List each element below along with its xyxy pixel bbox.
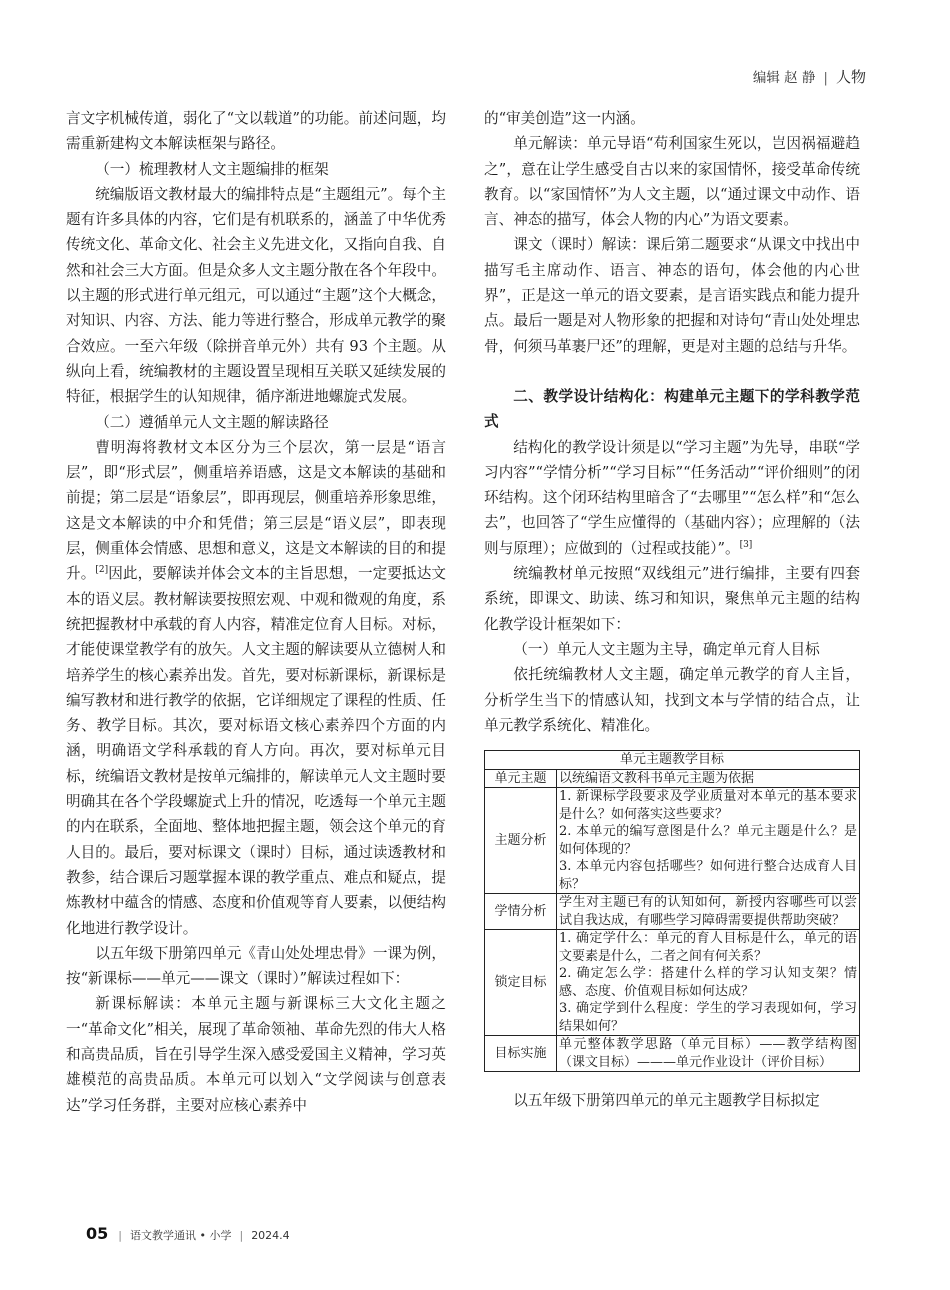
- table-row: [485, 788, 860, 894]
- row-label: 主题分析: [485, 788, 557, 894]
- paragraph: 以五年级下册第四单元的单元主题教学目标拟定: [513, 1092, 820, 1110]
- table-row: [485, 1036, 860, 1072]
- table-row: [485, 894, 860, 930]
- left-column: [66, 106, 446, 1118]
- journal-name: 语文教学通讯 • 小学: [129, 1229, 232, 1242]
- paragraph: 课文（课时）解读：课后第二题要求“从课文中找出中描写毛主席动作、语言、神态的语句，体会他的内心世界”，正是这一单元的语文要素，是言语实践点和能力提升点。最后一题是对人物形象的把握和对诗句“青山处处埋忠骨，何须马革裹尸还”的理解，更是对主题的总结与升华。: [484, 236, 860, 355]
- table-row: [485, 930, 860, 1036]
- cell-line: 1. 新课标学段要求及学业质量对本单元的基本要求是什么？如何落实这些要求？: [559, 789, 857, 822]
- paragraph: 新课标解读：本单元主题与新课标三大文化主题之一“革命文化”相关，展现了革命领袖、革命先烈的伟大人格和高贵品质，旨在引导学生深入感受爱国主义精神，学习英雄模范的高贵品质。本单元可以划入“文学阅读与创意表达”学习任务群，主要对应核心素养中: [66, 995, 446, 1114]
- cell-line: 单元整体教学思路（单元目标）——教学结构图（课文目标）———单元作业设计（评价目标）: [559, 1037, 857, 1070]
- paragraph: 的“审美创造”这一内涵。: [484, 110, 645, 127]
- subheading: （二）遵循单元人文主题的解读路径: [95, 413, 329, 431]
- table-row: [485, 769, 860, 788]
- paragraph: [66, 435, 446, 941]
- paragraph: 言文字机械传道，弱化了“文以载道”的功能。前述问题，均需重新建构文本解读框架与路径。: [66, 110, 446, 153]
- cell-line: 2. 确定怎么学：搭建什么样的学习认知支架？情感、态度、价值观目标如何达成？: [559, 966, 857, 999]
- cell-line: 以统编语文教科书单元主题为依据: [559, 770, 755, 786]
- paragraph: 统编版语文教材最大的编排特点是“主题组元”。每个主题有许多具体的内容，它们是有机联系的，涵盖了中华优秀传统文化、革命文化、社会主义先进文化，又指向自我、自然和社会三大方面。但是众多人文主题分散在各个年段中。以主题的形式进行单元组元，可以通过“主题”这个大概念，对知识、内容、方法、能力等进行整合，形成单元教学的聚合效应。一至六年级（除拼音单元外）共有 93 个主题。从纵向上看，统编教材的主题设置呈现相互关联又延续发展的特征，根据学生的认知规律，循序渐进地螺旋式发展。: [66, 185, 446, 406]
- editor-credit: 编辑 赵 静: [752, 70, 816, 86]
- goals-table: [484, 750, 860, 1072]
- paragraph-text: 因此，要解读并体会文本的主旨思想，一定要抵达文本的语义层。教材解读要按照宏观、中观和微观的角度，系统把握教材中承载的育人内容，精准定位育人目标。对标，才能使课堂教学有的放矢。人文主题的解读要从立德树人和培养学生的核心素养出发。首先，要对标新课标，新课标是编写教材和进行教学的依据，它详细规定了课程的性质、任务、教学目标。其次，要对标语文核心素养四个方面的内涵，明确语文学科承载的育人方向。再次，要对标单元目标，统编语文教材是按单元编排的，解读单元人文主题时要明确其在各个学段螺旋式上升的情况，吃透每一个单元主题的内在联系，全面地、整体地把握主题，领会这个单元的育人目的。最后，要对标课文（课时）目标，通过读透教材和教参，结合课后习题掌握本课的教学重点、难点和疑点，提炼教材中蕴含的情感、态度和价值观等育人要素，以便结构化地进行教学设计。: [66, 565, 446, 937]
- cell-line: 3. 确定学到什么程度：学生的学习表现如何，学习结果如何？: [559, 1001, 857, 1034]
- row-content: [557, 1036, 860, 1072]
- issue-number: 2024.4: [251, 1229, 290, 1242]
- row-content: [557, 788, 860, 894]
- table-caption: 单元主题教学目标: [485, 751, 860, 770]
- paragraph: 单元解读：单元导语“苟利国家生死以，岂因祸福避趋之”，意在让学生感受自古以来的家国情怀，接受革命传统教育。以“家国情怀”为人文主题，以“通过课文中动作、语言、神态的描写，体会人物的内心”为语文要素。: [484, 135, 860, 229]
- subheading: （一）梳理教材人文主题编排的框架: [95, 160, 329, 178]
- row-content: [557, 894, 860, 930]
- paragraph-text: 结构化的教学设计须是以“学习主题”为先导，串联“学习内容”“学情分析”“学习目标”“任务活动”“评价细则”的闭环结构。这个闭环结构里暗含了“去哪里”“怎么样”和“怎么去”，也回答了“学生应懂得的（基础内容）；应理解的（法则与原理）；应做到的（过程或技能）”。: [484, 438, 860, 557]
- subheading: （一）单元人文主题为主导，确定单元育人目标: [513, 640, 820, 658]
- cell-line: 3. 本单元内容包括哪些？如何进行整合达成育人目标？: [559, 859, 857, 892]
- paragraph: 统编教材单元按照“双线组元”进行编排，主要有四套系统，即课文、助读、练习和知识，聚焦单元主题的结构化教学设计框架如下：: [484, 565, 860, 633]
- row-label: 目标实施: [485, 1036, 557, 1072]
- row-label: 学情分析: [485, 894, 557, 930]
- row-content: [557, 930, 860, 1036]
- paragraph-text: 曹明海将教材文本区分为三个层次，第一层是“语言层”，即“形式层”，侧重培养语感，这是文本解读的基础和前提；第二层是“语象层”，即再现层，侧重培养形象思维，这是文本解读的中介和凭借；第三层是“语义层”，即表现层，侧重体会情感、思想和意义，这是文本解读的目的和提升。: [66, 438, 446, 583]
- right-column: [484, 106, 860, 1113]
- citation-ref: [2]: [95, 565, 109, 576]
- page-number: 05: [86, 1224, 109, 1243]
- row-content: [557, 769, 860, 788]
- section-name: 人物: [835, 68, 866, 86]
- paragraph: 以五年级下册第四单元《青山处处埋忠骨》一课为例，按“新课标——单元——课文（课时）”解读过程如下：: [66, 944, 446, 988]
- running-head: 编辑 赵 静 | 人物: [752, 68, 866, 86]
- paragraph: [484, 435, 860, 561]
- cell-line: 1. 确定学什么：单元的育人目标是什么，单元的语文要素是什么，二者之间有何关系？: [559, 931, 857, 964]
- cell-line: 2. 本单元的编写意图是什么？单元主题是什么？是如何体现的？: [559, 824, 857, 857]
- table-caption-row: [485, 751, 860, 770]
- citation-ref: [3]: [739, 539, 753, 550]
- section-heading: 二、教学设计结构化：构建单元主题下的学科教学范式: [484, 387, 860, 431]
- paragraph: 依托统编教材人文主题，确定单元教学的育人主旨，分析学生当下的情感认知，找到文本与学情的结合点，让单元教学系统化、精准化。: [484, 666, 860, 734]
- row-label: 单元主题: [485, 769, 557, 788]
- page-footer: 05 | 语文教学通讯 • 小学 | 2024.4: [86, 1224, 290, 1243]
- row-label: 锁定目标: [485, 930, 557, 1036]
- cell-line: 学生对主题已有的认知如何，新授内容哪些可以尝试自我达成，有哪些学习障碍需要提供帮助突破？: [559, 895, 857, 928]
